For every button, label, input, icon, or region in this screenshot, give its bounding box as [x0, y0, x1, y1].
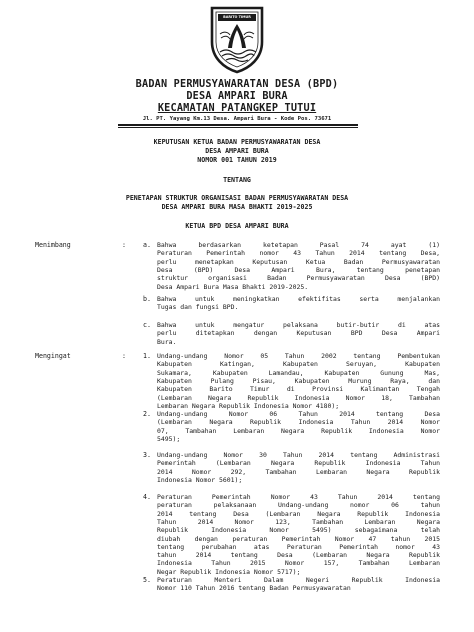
decision-title-line1: KEPUTUSAN KETUA BADAN PERMUSYAWARATAN DESA: [153, 138, 321, 146]
menimbang-item-line: Bahwa untuk meningkatkan efektifitas serta menjalankan: [157, 295, 440, 303]
mengingat-item-line: Undang-undang Nomor 06 Tahun 2014 tentang Desa: [157, 410, 440, 418]
mengingat-item-marker: 5.: [143, 576, 151, 584]
menimbang-item-line: Bahwa berdasarkan ketetapan Pasal 74 ayat (1): [157, 241, 440, 249]
mengingat-item-line: Peraturan Menteri Dalam Negeri Republik Indonesia: [157, 576, 440, 584]
mengingat-item-line: Sukamara, Kabupaten Lamandau, Kabupaten Gunung Mas,: [157, 368, 440, 377]
menimbang-item-line: perlu menetapkan Keputusan Ketua Badan Permusyawaratan: [157, 257, 440, 266]
logo-banner-text: BARITO TIMUR: [223, 15, 251, 19]
mengingat-item-line: Lembaran Negara Republik Indonesia Nomor 4180);: [157, 401, 340, 410]
decision-number: NOMOR 001 TAHUN 2019: [197, 156, 277, 164]
letterhead-title: BADAN PERMUSYAWARATAN DESA (BPD): [135, 79, 339, 90]
mengingat-item-line: Undang-undang Nomor 30 Tahun 2014 tentang Administrasi: [157, 451, 440, 459]
mengingat-item-line: (Lembaran Negara Republik Indonesia Nomor 18, Tambahan: [157, 393, 440, 402]
menimbang-item-marker: c.: [143, 321, 151, 329]
mengingat-item-line: Kabupaten Pulang Pisau, Kabupaten Murung Raya, dan: [157, 376, 440, 385]
mengingat-item-line: tahun 2014 tentang Desa (Lembaran Negara Republik: [157, 551, 440, 560]
menimbang-item-marker: b.: [143, 295, 151, 303]
mengingat-item-line: 2014 Nomor 292, Tambahan Lembaran Negara Republik: [157, 467, 440, 476]
decision-title-line2: DESA AMPARI BURA: [205, 147, 269, 155]
mengingat-item-line: Kabupaten Katingan, Kabupaten Seruyan, Kabupaten: [157, 360, 440, 369]
decision-about: TENTANG: [223, 176, 251, 184]
menimbang-item-line: Peraturan Pemerintah nomor 43 Tahun 2014 tentang Desa,: [157, 249, 440, 258]
letterhead-district: KECAMATAN PATANGKEP TUTUI: [157, 103, 317, 114]
mengingat-item-line: Indonesia Tahun 2015 Nomor 157, Tambahan Lembaran: [157, 559, 440, 568]
menimbang-item-line: Bura.: [157, 337, 177, 346]
menimbang-item-line: Tugas dan fungsi BPD.: [157, 303, 239, 312]
mengingat-item-line: 07, Tambahan Lembaran Negara Republik Indonesia Nomor: [157, 426, 440, 435]
mengingat-item-marker: 2.: [143, 410, 151, 418]
mengingat-item-line: Nomor 110 Tahun 2016 tentang Badan Permusyawaratan: [157, 584, 351, 593]
menimbang-item-line: Bahwa untuk mengatur pelaksana butir-butir di atas: [157, 321, 440, 329]
mengingat-item-marker: 1.: [143, 352, 151, 360]
mengingat-item-line: Republik Indonesia Nomor 5495) sebagaimana telah: [157, 526, 440, 535]
mengingat-item-marker: 3.: [143, 451, 151, 459]
mengingat-item-line: Kabupaten Barito Timur di Provinsi Kalimantan Tengah: [157, 385, 440, 394]
mengingat-colon: :: [122, 352, 126, 360]
menimbang-item-line: Desa (BPD) Desa Ampari Bura, tentang penetapan: [157, 265, 440, 274]
mengingat-item-line: Negar Republik Indonesia Nomor 5717);: [157, 567, 301, 576]
decision-subject-line1: PENETAPAN STRUKTUR ORGANISASI BADAN PERMUSYAWARATAN DESA: [125, 194, 349, 202]
menimbang-label: Menimbang: [35, 241, 71, 249]
letterhead-address: Jl. PT. Yayang Km.13 Desa. Ampari Bura - Kode Pos. 73671: [142, 116, 332, 122]
mengingat-label: Mengingat: [35, 352, 71, 360]
decision-subject-line2: DESA AMPARI BURA MASA BHAKTI 2019-2025: [161, 203, 313, 211]
menimbang-item-line: struktur organisasi Badan Permusyawaratan Desa (BPD): [157, 274, 440, 283]
letterhead-rule-thick: [118, 124, 358, 126]
menimbang-item-line: perlu ditetapkan dengan Keputusan BPD Desa Ampari: [157, 329, 440, 338]
mengingat-item-line: Tahun 2014 Nomor 123, Tambahan Lembaran Negara: [157, 517, 440, 526]
regency-logo-emblem: [206, 4, 268, 74]
mengingat-item-line: Pemerintah (Lembaran Negara Republik Indonesia Tahun: [157, 459, 440, 468]
decision-authority: KETUA BPD DESA AMPARI BURA: [185, 222, 289, 230]
letterhead-rule-thin: [118, 127, 358, 128]
mengingat-item-marker: 4.: [143, 493, 151, 501]
letterhead-village: DESA AMPARI BURA: [186, 91, 288, 102]
mengingat-item-line: (Lembaran Negara Republik Indonesia Tahun 2014 Nomor: [157, 418, 440, 427]
menimbang-item-marker: a.: [143, 241, 151, 249]
menimbang-item-line: Desa Ampari Bura Masa Bhakti 2019-2025.: [157, 282, 309, 291]
mengingat-item-line: Undang-undang Nomor 05 Tahun 2002 tentang Pembentukan: [157, 352, 440, 360]
mengingat-item-line: peraturan pelaksanaan Undang-undang nomor 06 tahun: [157, 501, 440, 510]
mengingat-item-line: Indonesia Nomor 5601);: [157, 475, 243, 484]
mengingat-item-line: 5495);: [157, 434, 181, 443]
mengingat-item-line: tentang perubahan atas Peraturan Pemerintah nomor 43: [157, 542, 440, 551]
mengingat-item-line: 2014 tentang Desa (Lembaran Negara Republik Indonesia: [157, 509, 440, 518]
mengingat-item-line: diubah dengan peraturan Pemerintah Nomor 47 tahun 2015: [157, 534, 440, 543]
menimbang-colon: :: [122, 241, 126, 249]
mengingat-item-line: Peraturan Pemerintah Nomor 43 Tahun 2014 tentang: [157, 493, 440, 501]
